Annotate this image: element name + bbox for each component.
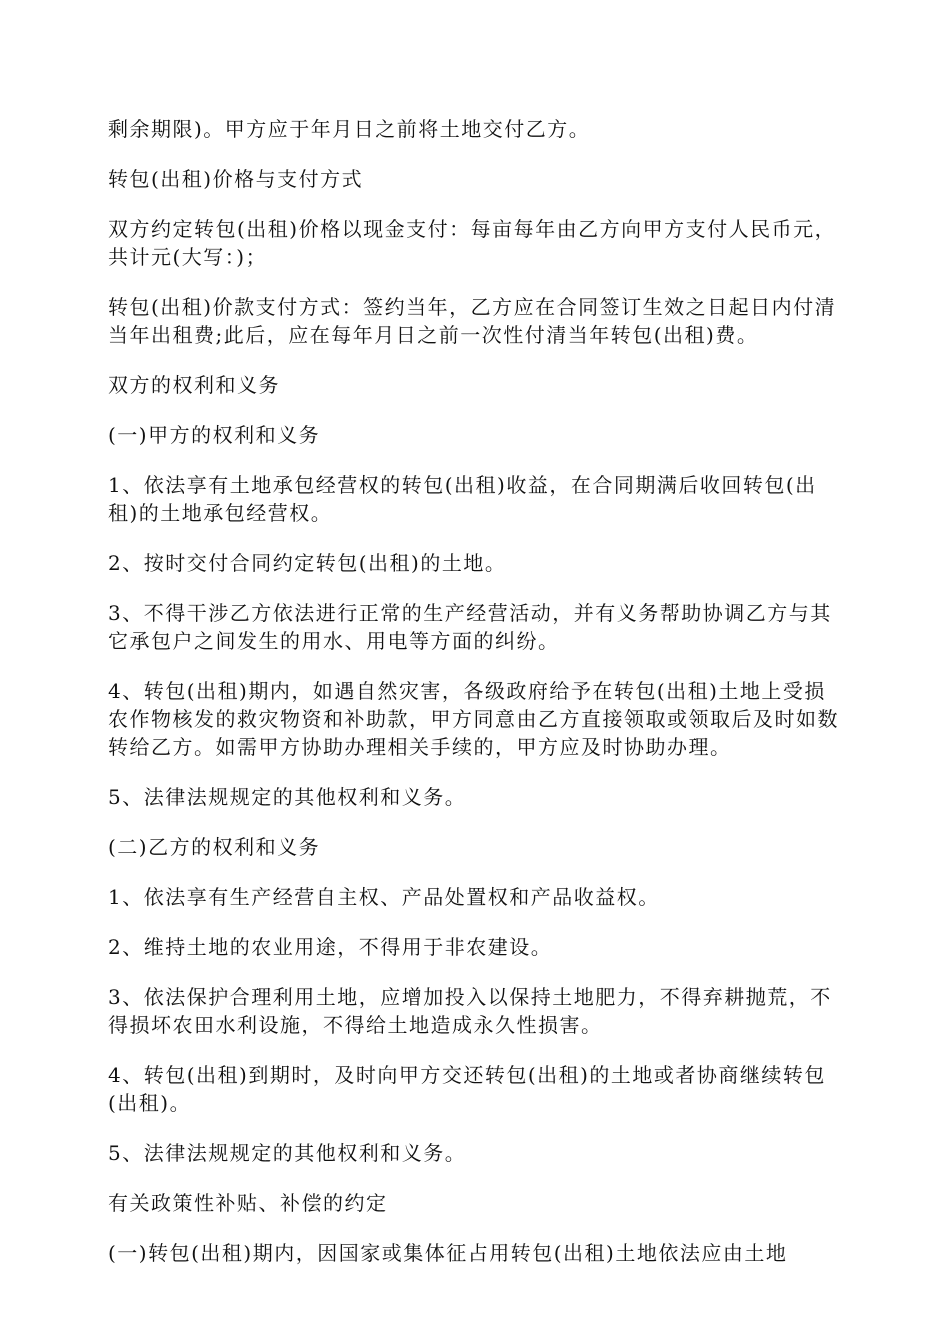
paragraph-6: (一)甲方的权利和义务 <box>108 423 321 447</box>
paragraph-1: 剩余期限)。甲方应于年月日之前将土地交付乙方。 <box>108 117 591 141</box>
paragraph-15: 3、依法保护合理利用土地，应增加投入以保持土地肥力，不得弃耕抛荒，不得损坏农田水利设施，不得给土地造成永久性损害。 <box>108 985 832 1037</box>
paragraph-16: 4、转包(出租)到期时，及时向甲方交还转包(出租)的土地或者协商继续转包(出租)。 <box>108 1063 826 1115</box>
paragraph-5: 双方的权利和义务 <box>108 373 280 397</box>
paragraph-12: (二)乙方的权利和义务 <box>108 835 321 859</box>
paragraph-3: 双方约定转包(出租)价格以现金支付：每亩每年由乙方向甲方支付人民币元，共计元(大写：)； <box>108 217 837 269</box>
paragraph-2: 转包(出租)价格与支付方式 <box>108 167 364 191</box>
paragraph-18: 有关政策性补贴、补偿的约定 <box>108 1191 388 1215</box>
paragraph-14: 2、维持土地的农业用途，不得用于非农建设。 <box>108 935 553 959</box>
paragraph-7: 1、依法享有土地承包经营权的转包(出租)收益，在合同期满后收回转包(出租)的土地承包经营权。 <box>108 473 817 525</box>
paragraph-4: 转包(出租)价款支付方式：签约当年，乙方应在合同签订生效之日起日内付清当年出租费;此后，应在每年月日之前一次性付清当年转包(出租)费。 <box>108 295 837 347</box>
paragraph-9: 3、不得干涉乙方依法进行正常的生产经营活动，并有义务帮助协调乙方与其它承包户之间发生的用水、用电等方面的纠纷。 <box>108 601 832 653</box>
paragraph-10: 4、转包(出租)期内，如遇自然灾害，各级政府给予在转包(出租)土地上受损农作物核发的救灾物资和补助款，甲方同意由乙方直接领取或领取后及时如数转给乙方。如需甲方协助办理相关手续的，甲方应及时协助办理。 <box>108 679 839 759</box>
paragraph-17: 5、法律法规规定的其他权利和义务。 <box>108 1141 467 1165</box>
paragraph-19: (一)转包(出租)期内，因国家或集体征占用转包(出租)土地依法应由土地 <box>108 1241 788 1265</box>
document-body <box>108 115 843 1289</box>
paragraph-8: 2、按时交付合同约定转包(出租)的土地。 <box>108 551 507 575</box>
paragraph-13: 1、依法享有生产经营自主权、产品处置权和产品收益权。 <box>108 885 660 909</box>
paragraph-11: 5、法律法规规定的其他权利和义务。 <box>108 785 467 809</box>
